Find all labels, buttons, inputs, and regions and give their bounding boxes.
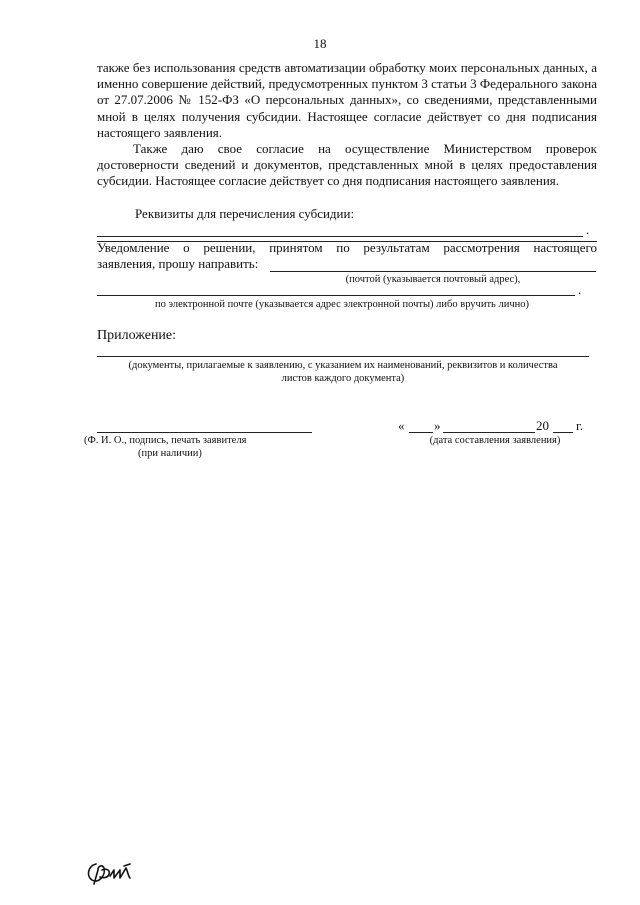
- signature-line: [97, 432, 312, 433]
- date-year-suffix: г.: [576, 418, 584, 433]
- requisites-label: Реквизиты для перечисления субсидии:: [135, 206, 355, 221]
- caption-signer-1: (Ф. И. О., подпись, печать заявителя: [84, 435, 247, 446]
- requisites-end-dot: .: [586, 222, 590, 237]
- caption-signer-2: (при наличии): [138, 448, 202, 459]
- date-open-quote: «: [398, 418, 405, 433]
- consent-paragraph-1: также без использования средств автоматизации обработку моих персональных данных, а именно совершение действий, предусмотренных пунктом 3 статьи 3 Федерального закона от 27.07.2006 № 152-ФЗ «О персональных данных», со сведениями, представленными мной в целях получения субсидии. Настоящее согласие действует со дня подписания настоящего заявления.: [97, 60, 597, 140]
- email-end-dot: .: [578, 282, 582, 297]
- attachment-line: [97, 356, 589, 357]
- attachment-label: Приложение:: [97, 328, 177, 343]
- date-month-line: [443, 432, 535, 433]
- date-year-line: [553, 432, 573, 433]
- notification-line-1: Уведомление о решении, принятом по результатам рассмотрения настоящего: [97, 240, 597, 255]
- notification-line-2: заявления, прошу направить:: [97, 256, 259, 271]
- date-close-quote: »: [434, 418, 441, 433]
- caption-email: по электронной почте (указывается адрес электронной почты) либо вручить лично): [155, 299, 529, 310]
- requisites-line: [97, 236, 583, 237]
- caption-date: (дата составления заявления): [429, 435, 561, 446]
- caption-documents-1: (документы, прилагаемые к заявлению, с указанием их наименований, реквизитов и количества: [128, 360, 558, 371]
- page-number: 18: [313, 36, 327, 51]
- email-line: [97, 295, 575, 296]
- handwritten-initials-mark: [84, 858, 140, 886]
- postal-address-line: [270, 271, 596, 272]
- consent-paragraph-2: Также даю свое согласие на осуществление Министерством проверок достоверности сведений и документов, представленных мной в целях предоставления субсидии. Настоящее согласие действует со дня подписания настоящего заявления.: [97, 141, 597, 189]
- caption-postal: (почтой (указывается почтовый адрес),: [345, 274, 521, 285]
- caption-documents-2: листов каждого документа): [281, 373, 405, 384]
- date-year-prefix: 20: [536, 418, 549, 433]
- date-day-line: [409, 432, 433, 433]
